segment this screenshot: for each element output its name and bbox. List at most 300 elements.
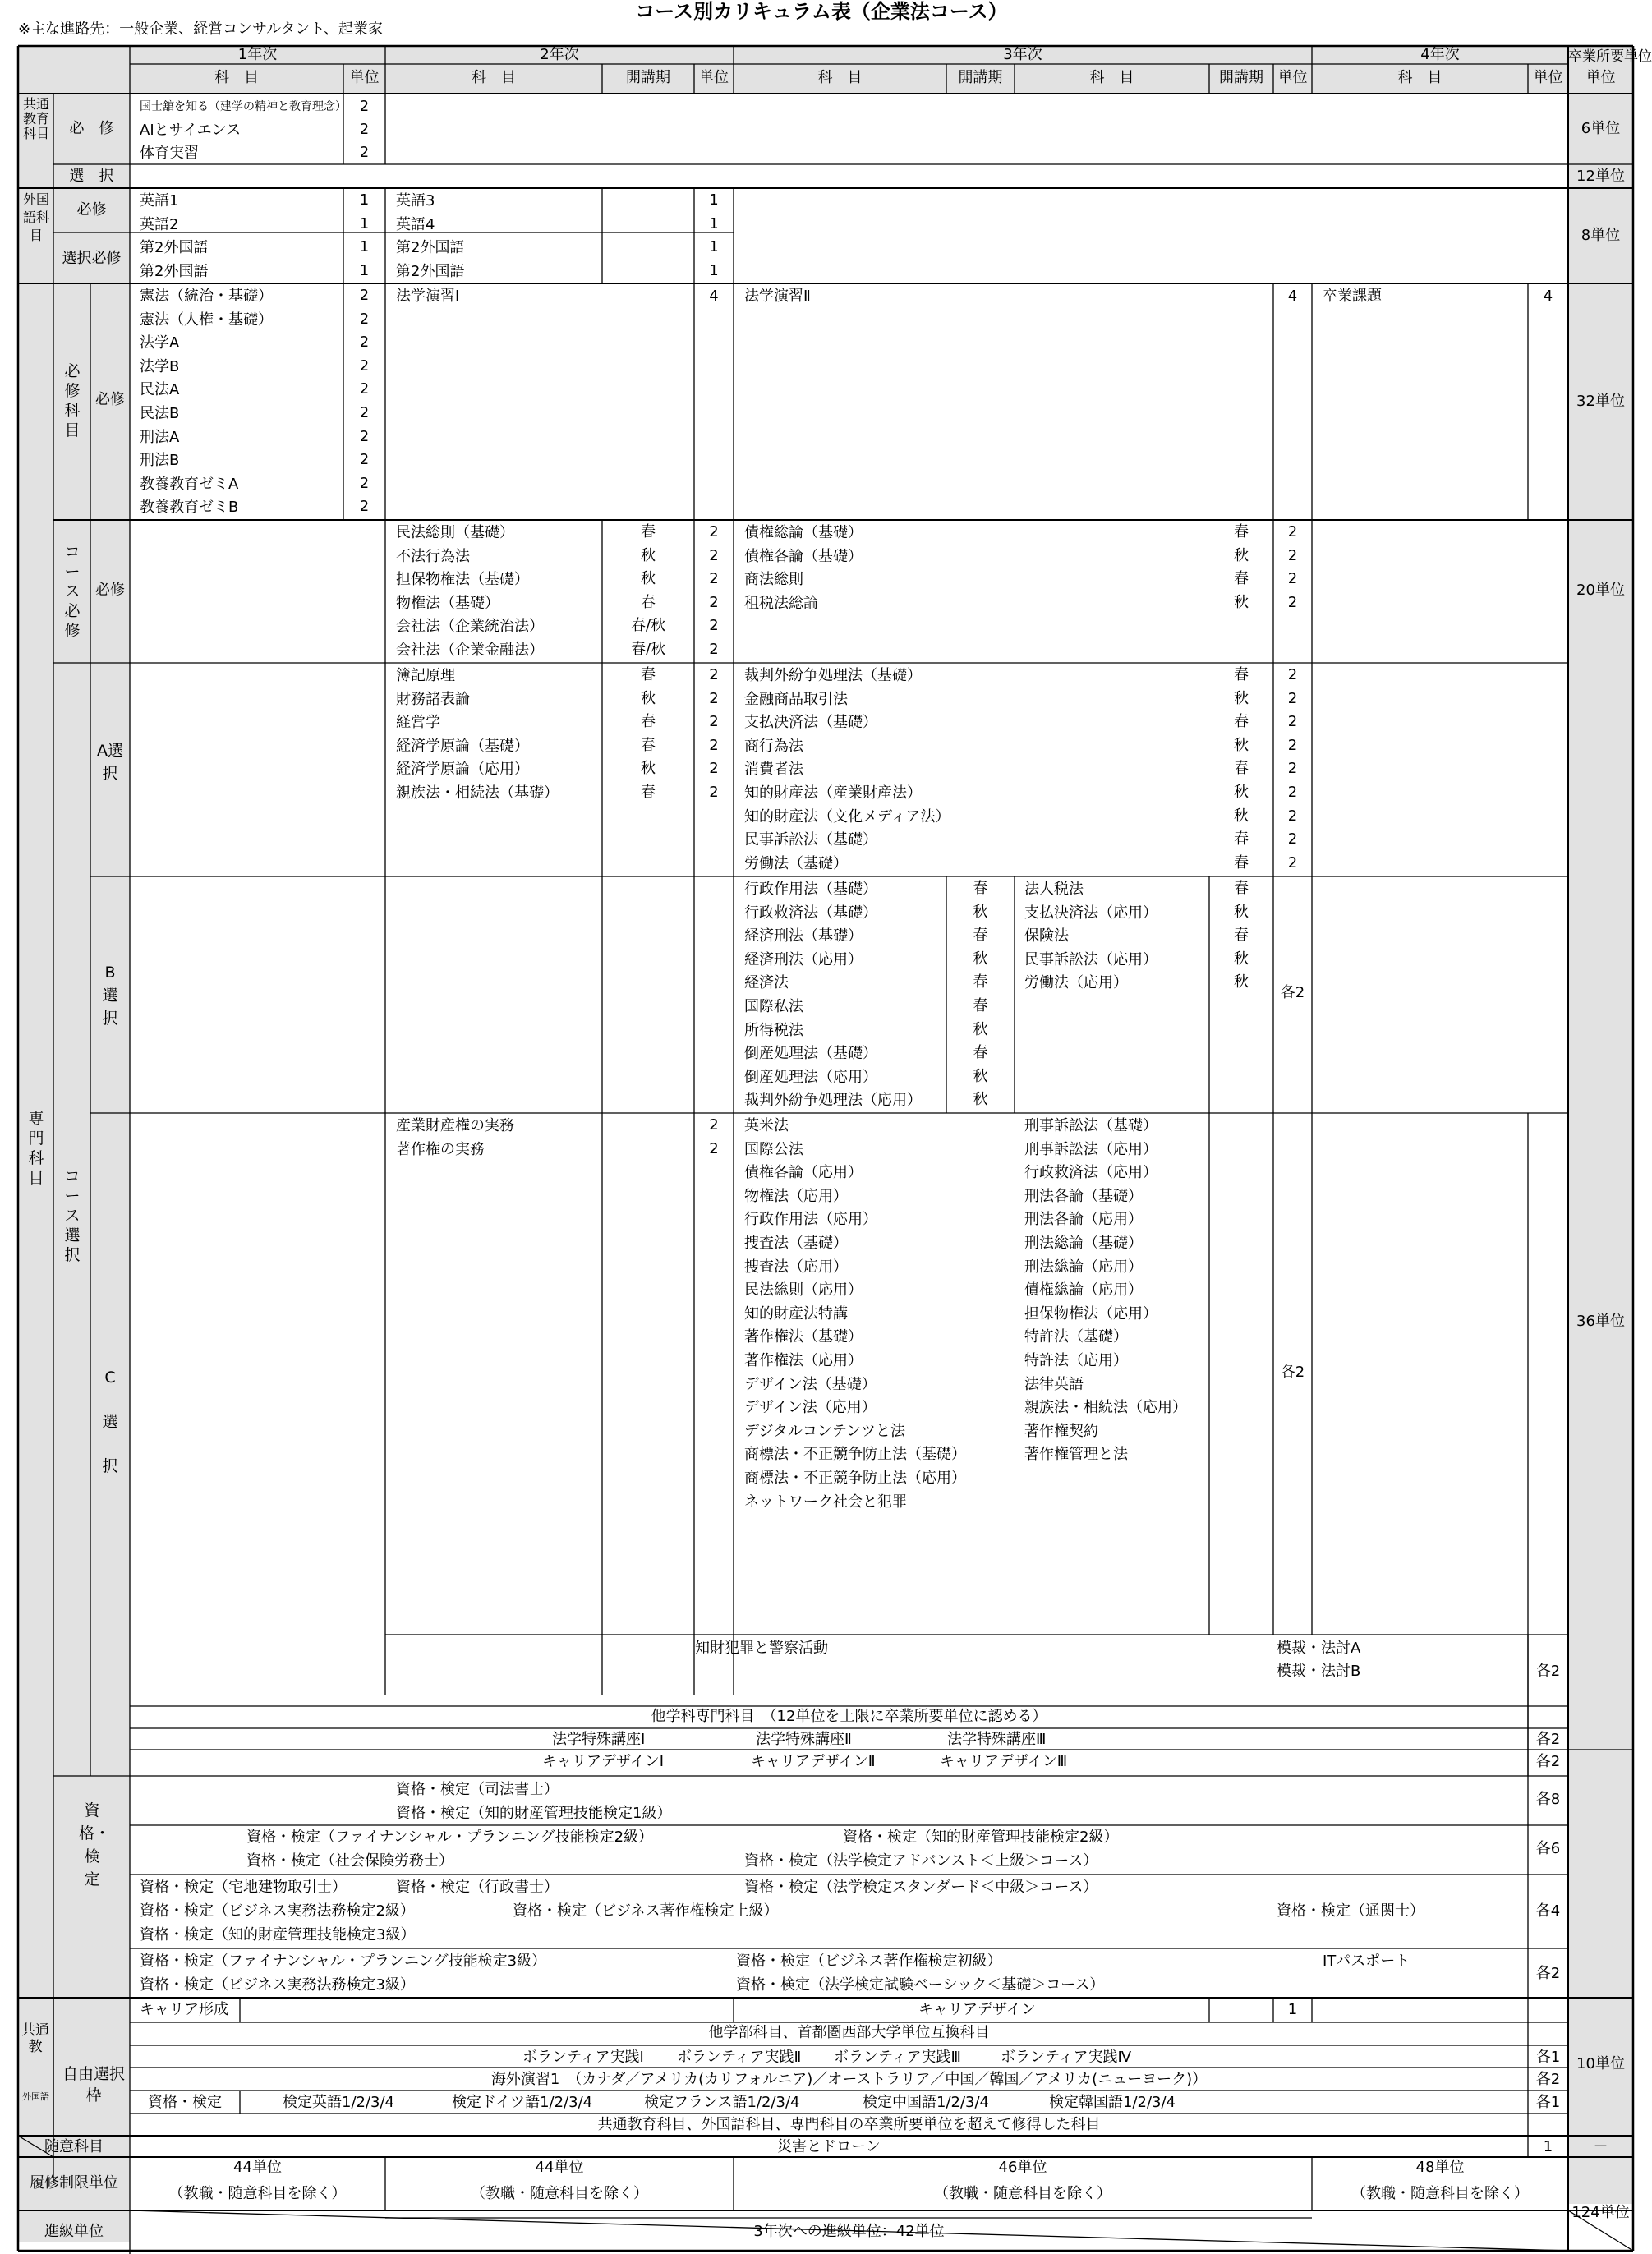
qualification-item: 資格・検定（通関士）	[1277, 1902, 1424, 1920]
unit-value: 2	[359, 498, 370, 516]
term-value: 秋	[641, 689, 656, 707]
common-required-label: 必 修	[69, 120, 114, 137]
grad-units-value: 10単位	[1576, 2055, 1625, 2072]
subject-name: 行政救済法（応用）	[1024, 1164, 1157, 1182]
excess-row: 共通教育科目、外国語科目、専門科目の卒業所要単位を超えて修得した科目	[597, 2116, 1101, 2133]
subject-name: 消費者法	[744, 761, 803, 779]
unit-value: 2	[359, 404, 370, 421]
unit-value: 1	[709, 214, 719, 232]
unit-value: 各2	[1535, 1753, 1561, 1770]
unit-value: 各2	[1535, 1965, 1561, 1982]
term-value: 春	[973, 880, 988, 897]
foreign-required-label: 必修	[76, 201, 107, 218]
subject-name: 商標法・不正競争防止法（基礎）	[744, 1446, 966, 1464]
unit-value: 2	[1287, 689, 1298, 707]
shaded-cell	[1568, 46, 1652, 2204]
subject-name: 災害とドローン	[777, 2138, 881, 2155]
subject-name: キャリアデザインⅡ	[751, 1753, 876, 1770]
overseas-row: 海外演習1 （カナダ／アメリカ(カリフォルニア)／オーストラリア／中国／韓国／アメリカ(ニューヨーク)）	[490, 2071, 1208, 2088]
term-value: 春	[973, 997, 988, 1014]
required-label: 必修	[95, 391, 125, 408]
unit-value: 2	[1287, 853, 1298, 872]
subject-name: デザイン法（基礎）	[744, 1375, 877, 1393]
subject-name: 教養教育ゼミB	[140, 499, 239, 517]
subject-name: デジタルコンテンツと法	[744, 1422, 906, 1440]
subject-name: 民法B	[140, 405, 180, 422]
unit-header: 単位	[1533, 69, 1563, 86]
subject-name: 債権各論（基礎）	[744, 547, 863, 565]
subject-name: 法学A	[140, 334, 180, 352]
subject-name: 特許法（応用）	[1024, 1352, 1128, 1369]
common-elective-label: 選 択	[69, 168, 114, 185]
subject-name: デザイン法（応用）	[744, 1399, 877, 1417]
subject-name: 著作権契約	[1024, 1422, 1098, 1440]
subject-name: 商行為法	[744, 737, 803, 755]
foreign-category-label: 外国語科目	[23, 191, 50, 243]
unit-value: 2	[709, 760, 719, 778]
other-dept-row: 他学科専門科目 （12単位を上限に卒業所要単位に認める）	[651, 1708, 1047, 1725]
qualification-label: 資格・検定	[79, 1801, 111, 1888]
course-required-label: コース必修	[64, 543, 81, 640]
term-value: 春	[1234, 570, 1249, 588]
term-value: 春	[641, 666, 656, 683]
subject-name: 国際私法	[744, 998, 803, 1015]
subject-name: 行政作用法（基礎）	[744, 881, 877, 898]
subject-name: 会社法（企業金融法）	[396, 642, 544, 659]
unit-value: 2	[709, 617, 719, 635]
unit-value: 2	[1287, 830, 1298, 849]
subject-name: 模裁・法討B	[1277, 1663, 1361, 1680]
other-faculty-row: 他学部科目、首都圏西部大学単位互換科目	[708, 2024, 990, 2041]
subject-name: 親族法・相続法（応用）	[1024, 1399, 1187, 1417]
year-3-header: 3年次	[1003, 46, 1042, 63]
subject-name: 民事訴訟法（基礎）	[744, 831, 877, 849]
qualification-item: 資格・検定（宅地建物取引士）	[140, 1879, 347, 1896]
term-value: 春/秋	[630, 641, 666, 658]
subject-name: 刑法各論（応用）	[1024, 1211, 1143, 1229]
free-foreign-label: 外国語	[22, 2091, 49, 2102]
advance-text: 3年次への進級単位：42単位	[753, 2223, 945, 2240]
limit-note: （教職・随意科目を除く）	[1351, 2185, 1529, 2202]
qualification-item: 資格・検定（知的財産管理技能検定1級）	[396, 1805, 672, 1822]
term-value: 秋	[973, 903, 988, 921]
subject-name: 物権法（基礎）	[396, 594, 499, 612]
subject-name: ボランティア実践Ⅰ	[522, 2049, 644, 2066]
subject-name: 特許法（基礎）	[1024, 1328, 1128, 1346]
subject-name: 担保物権法（基礎）	[396, 571, 529, 589]
subject-name: 国士舘を知る（建学の精神と教育理念）	[140, 100, 347, 113]
subject-name: 著作権法（基礎）	[744, 1328, 863, 1346]
subject-name: キャリアデザインⅢ	[940, 1753, 1068, 1770]
subject-name: 教養教育ゼミA	[140, 475, 239, 493]
subject-name: 債権総論（基礎）	[744, 524, 863, 541]
unit-value: 1	[359, 191, 370, 209]
subject-name: 債権各論（応用）	[744, 1164, 863, 1182]
unit-value: 1	[709, 238, 719, 255]
limit-note: （教職・随意科目を除く）	[168, 2185, 347, 2202]
unit-value: 2	[1287, 523, 1298, 540]
term-value: 春	[641, 523, 656, 540]
unit-value: 各2	[1535, 2071, 1561, 2088]
subject-name: 経済学原論（基礎）	[396, 737, 529, 755]
unit-value: 各1	[1535, 2094, 1561, 2111]
subject-name: 知的財産法（文化メディア法）	[744, 807, 950, 826]
subject-name: 第2外国語	[140, 239, 209, 256]
subject-name: 刑事訴訟法（基礎）	[1024, 1117, 1157, 1134]
unit-value: 2	[359, 287, 370, 304]
term-value: 春	[1234, 523, 1249, 540]
subject-header: 科 目	[1397, 69, 1443, 86]
subject-name: 法律英語	[1024, 1375, 1084, 1393]
free-common-label: 共通教	[21, 2022, 49, 2055]
limit-label: 履修制限単位	[30, 2174, 118, 2192]
subject-name: キャリアデザイン	[918, 2001, 1036, 2018]
unit-value: 1	[359, 238, 370, 255]
qualification-item: ITパスポート	[1323, 1953, 1410, 1970]
term-value: 春	[973, 927, 988, 945]
lang-test-item: 検定英語1/2/3/4	[283, 2094, 395, 2111]
subject-name: 民事訴訟法（応用）	[1024, 950, 1157, 968]
unit-value: 1	[359, 214, 370, 232]
grad-units-value: 20単位	[1576, 582, 1625, 599]
unit-value: 2	[709, 1139, 719, 1157]
term-value: 秋	[973, 950, 988, 968]
subject-name: 卒業課題	[1323, 288, 1382, 305]
subject-name: 法学特殊講座Ⅲ	[947, 1731, 1047, 1748]
qualification-item: 資格・検定（行政書士）	[396, 1879, 559, 1896]
grad-units-value: 32単位	[1576, 393, 1625, 410]
unit-value: 2	[359, 380, 370, 398]
year-1-header: 1年次	[237, 46, 278, 63]
subject-name: ネットワーク社会と犯罪	[744, 1493, 907, 1511]
subject-name: 刑法総論（基礎）	[1024, 1235, 1143, 1252]
term-value: 秋	[641, 546, 656, 564]
subject-name: 裁判外紛争処理法（基礎）	[744, 667, 922, 684]
subject-name: 行政救済法（基礎）	[744, 904, 877, 922]
subject-name: 英語4	[396, 215, 435, 233]
term-value: 春	[641, 593, 656, 611]
unit-value: 2	[709, 641, 719, 658]
year-2-header: 2年次	[540, 46, 579, 63]
qualification-item: 資格・検定（ビジネス実務法務検定3級）	[140, 1976, 415, 1994]
subject-name: 英語2	[140, 215, 179, 233]
subject-name: 憲法（統治・基礎）	[140, 288, 273, 305]
unit-header: 単位	[1277, 69, 1308, 86]
subject-name: 所得税法	[744, 1021, 803, 1039]
unit-value: 各2	[1535, 1731, 1561, 1748]
advance-label: 進級単位	[44, 2223, 104, 2240]
term-value: 秋	[973, 1091, 988, 1109]
career-note: ※主な進路先：一般企業、経営コンサルタント、起業家	[18, 21, 383, 38]
subject-name: ボランティア実践Ⅲ	[834, 2049, 961, 2066]
subject-name: 経済法	[744, 974, 789, 992]
unit-header: 単位	[699, 69, 729, 86]
unit-value: 2	[359, 144, 370, 161]
subject-name: 労働法（応用）	[1024, 974, 1128, 992]
unit-value: 1	[709, 261, 719, 279]
term-value: 春	[1234, 927, 1249, 945]
unit-value: 2	[709, 570, 719, 588]
subject-name: 法学B	[140, 357, 180, 375]
unit-value: 各1	[1535, 2049, 1561, 2066]
common-category-label: 共通教育科目	[23, 96, 50, 141]
grad-units-value: 36単位	[1576, 1313, 1625, 1330]
qualification-item: 資格・検定（ファイナンシャル・プランニング技能検定2級）	[246, 1828, 654, 1846]
qualification-item: 資格・検定（法学検定アドバンスト＜上級＞コース）	[744, 1852, 1098, 1870]
unit-value: 2	[1287, 760, 1298, 778]
unit-value: 2	[359, 334, 370, 352]
term-value: 秋	[1234, 903, 1249, 921]
unit-header: 単位	[349, 69, 380, 86]
term-value: 春	[641, 784, 656, 801]
subject-name: 刑法A	[140, 428, 180, 446]
lang-test-item: 検定中国語1/2/3/4	[863, 2094, 990, 2111]
unit-value: 2	[1287, 666, 1298, 683]
unit-value: 2	[359, 474, 370, 492]
lang-test-item: 検定韓国語1/2/3/4	[1049, 2094, 1176, 2111]
year-4-header: 4年次	[1420, 46, 1460, 63]
unit-value: 1	[1287, 2001, 1298, 2018]
unit-header: 単位	[1585, 69, 1616, 86]
subject-name: 経営学	[396, 714, 440, 732]
unit-value: 2	[359, 427, 370, 445]
term-header: 開講期	[1219, 69, 1263, 86]
unit-value: 各2	[1535, 1663, 1561, 1680]
subject-name: 産業財産権の実務	[396, 1117, 514, 1134]
subject-name: 支払決済法（基礎）	[744, 714, 877, 732]
b-elective-label: B選択	[102, 964, 118, 1028]
subject-name: 会社法（企業統治法）	[396, 618, 544, 636]
subject-name: ボランティア実践Ⅱ	[677, 2049, 802, 2066]
unit-value: 2	[709, 689, 719, 707]
unit-value: 2	[1287, 807, 1298, 825]
unit-value: 4	[1287, 288, 1298, 305]
unit-value: 4	[1543, 288, 1553, 305]
qualification-item: 資格・検定（ビジネス著作権検定上級）	[513, 1902, 779, 1920]
subject-name: 知的財産法特講	[744, 1304, 848, 1322]
limit-value: 46単位	[998, 2159, 1047, 2176]
qualification-item: 資格・検定（ビジネス実務法務検定2級）	[140, 1902, 415, 1920]
subject-name: 債権総論（応用）	[1024, 1281, 1143, 1300]
unit-value: 2	[359, 310, 370, 328]
term-value: 春	[641, 736, 656, 754]
subject-name: 捜査法（基礎）	[744, 1235, 848, 1252]
required-group-label: 必修科目	[64, 362, 81, 439]
subject-name: 保険法	[1024, 927, 1069, 945]
subject-name: 倒産処理法（応用）	[744, 1068, 877, 1086]
subject-name: 経済刑法（基礎）	[744, 927, 863, 945]
unit-value: 2	[359, 98, 370, 115]
subject-name: 英語1	[140, 192, 179, 209]
unit-value: 2	[359, 121, 370, 138]
subject-name: キャリアデザインⅠ	[542, 1753, 665, 1770]
limit-value: 48単位	[1415, 2159, 1465, 2176]
term-value: 春	[973, 973, 988, 991]
page-title: コース別カリキュラム表（企業法コース）	[635, 0, 1008, 23]
subject-name: 裁判外紛争処理法（応用）	[744, 1092, 922, 1110]
unit-value: 1	[709, 191, 719, 209]
unit-value: 各4	[1535, 1902, 1561, 1920]
unit-value: 2	[1287, 593, 1298, 611]
subject-name: 第2外国語	[396, 239, 465, 256]
unit-value: 2	[359, 356, 370, 375]
unit-value: 2	[1287, 784, 1298, 801]
subject-name: 物権法（応用）	[744, 1187, 848, 1205]
term-value: 春	[1234, 853, 1249, 872]
unit-value: 2	[709, 523, 719, 540]
unit-value: 各6	[1535, 1840, 1561, 1857]
subject-name: 第2外国語	[140, 262, 209, 280]
grad-units-header: 卒業所要単位	[1568, 48, 1652, 65]
grad-units-value: 124単位	[1571, 2204, 1630, 2221]
subject-name: 知財犯罪と警察活動	[695, 1640, 828, 1657]
subject-header: 科 目	[1089, 69, 1134, 86]
subject-name: ボランティア実践Ⅳ	[1001, 2049, 1132, 2066]
subject-name: 英語3	[396, 192, 435, 209]
unit-value: 2	[709, 713, 719, 731]
term-value: 秋	[1234, 736, 1249, 754]
unit-value: 2	[709, 546, 719, 564]
qualification-label: 資格・検定	[148, 2094, 222, 2111]
unit-value: 各2	[1280, 1364, 1305, 1381]
a-elective-label: A選択	[97, 742, 123, 783]
subject-name: 法学特殊講座Ⅰ	[552, 1731, 646, 1748]
qualification-item: 資格・検定（法学検定試験ベーシック＜基礎＞コース）	[736, 1976, 1105, 1994]
subject-name: 民法総則（基礎）	[396, 524, 514, 541]
term-value: 秋	[1234, 546, 1249, 564]
subject-name: 簿記原理	[396, 667, 455, 684]
term-value: 秋	[1234, 689, 1249, 707]
subject-name: 支払決済法（応用）	[1024, 904, 1157, 922]
term-value: 秋	[1234, 593, 1249, 611]
optional-label: 随意科目	[44, 2138, 104, 2155]
subject-name: 著作権の実務	[396, 1140, 485, 1158]
term-value: 秋	[973, 1067, 988, 1085]
subject-name: 国際公法	[744, 1140, 803, 1158]
subject-name: 商標法・不正競争防止法（応用）	[744, 1470, 966, 1487]
qualification-item: 資格・検定（知的財産管理技能検定2級）	[843, 1828, 1119, 1846]
subject-name: 刑法B	[140, 452, 180, 470]
unit-value: 2	[709, 736, 719, 754]
unit-value: 4	[709, 288, 719, 305]
grad-units-value: 6単位	[1581, 120, 1621, 137]
term-value: 秋	[973, 1020, 988, 1038]
term-value: 春	[973, 1044, 988, 1062]
subject-name: 倒産処理法（基礎）	[744, 1045, 877, 1063]
subject-name: 労働法（基礎）	[744, 854, 848, 872]
subject-name: 法学演習Ⅱ	[744, 288, 811, 305]
unit-value: 2	[1287, 736, 1298, 754]
free-elective-label: 自由選択枠	[62, 2065, 126, 2104]
required-label: 必修	[95, 582, 125, 599]
subject-name: 憲法（人権・基礎）	[140, 310, 273, 329]
subject-name: 第2外国語	[396, 262, 465, 280]
term-value: 秋	[1234, 807, 1249, 825]
unit-value: 1	[1543, 2138, 1553, 2155]
unit-value: 2	[709, 593, 719, 611]
term-header: 開講期	[626, 69, 670, 86]
limit-value: 44単位	[535, 2159, 584, 2176]
qualification-item: 資格・検定（知的財産管理技能検定3級）	[140, 1926, 416, 1944]
subject-name: 著作権法（応用）	[744, 1352, 863, 1369]
subject-name: 租税法総論	[744, 594, 818, 612]
term-value: 秋	[641, 760, 656, 778]
subject-name: 捜査法（応用）	[744, 1258, 848, 1276]
term-value: 春	[1234, 880, 1249, 897]
subject-name: 行政作用法（応用）	[744, 1211, 877, 1229]
subject-name: 民法A	[140, 381, 180, 399]
subject-name: 英米法	[744, 1117, 789, 1134]
term-value: 秋	[1234, 973, 1249, 991]
limit-note: （教職・随意科目を除く）	[471, 2185, 648, 2202]
subject-name: 体育実習	[140, 145, 199, 162]
limit-value: 44単位	[233, 2159, 282, 2176]
lang-test-item: 検定ドイツ語1/2/3/4	[452, 2094, 593, 2111]
subject-name: 商法総則	[744, 571, 803, 589]
subject-name: 金融商品取引法	[744, 690, 848, 708]
subject-name: 模裁・法討A	[1277, 1640, 1361, 1657]
subject-name: 刑法総論（応用）	[1024, 1258, 1143, 1276]
unit-value: 2	[709, 666, 719, 683]
subject-header: 科 目	[472, 69, 516, 86]
course-elective-label: コース選択	[64, 1167, 81, 1264]
subject-name: 財務諸表論	[396, 690, 470, 708]
unit-value: 各2	[1280, 984, 1305, 1001]
unit-value: 1	[359, 261, 370, 279]
unit-value: 2	[709, 784, 719, 801]
term-header: 開講期	[958, 69, 1003, 86]
subject-name: 経済刑法（応用）	[744, 950, 863, 968]
subject-name: キャリア形成	[140, 2001, 228, 2018]
term-value: 秋	[1234, 950, 1249, 968]
unit-value: 2	[1287, 546, 1298, 564]
grad-units-value: －	[1593, 2138, 1608, 2155]
subject-name: 法学演習Ⅰ	[396, 288, 460, 305]
unit-value: 2	[709, 1116, 719, 1134]
c-elective-label: C選択	[102, 1368, 118, 1475]
term-value: 秋	[1234, 784, 1249, 801]
qualification-item: 資格・検定（司法書士）	[396, 1781, 559, 1798]
term-value: 秋	[641, 570, 656, 588]
subject-name: 不法行為法	[396, 547, 470, 565]
qualification-item: 資格・検定（ビジネス著作権検定初級）	[736, 1953, 1002, 1970]
qualification-item: 資格・検定（ファイナンシャル・プランニング技能検定3級）	[140, 1953, 547, 1970]
lang-test-item: 検定フランス語1/2/3/4	[644, 2094, 800, 2111]
subject-name: 著作権管理と法	[1024, 1446, 1128, 1464]
term-value: 春	[1234, 713, 1249, 731]
grad-units-value: 8単位	[1581, 227, 1621, 244]
subject-header: 科 目	[214, 69, 259, 86]
term-value: 春	[1234, 830, 1249, 849]
subject-header: 科 目	[817, 69, 863, 86]
subject-name: 刑事訴訟法（応用）	[1024, 1140, 1157, 1158]
subject-name: 民法総則（応用）	[744, 1281, 863, 1300]
subject-name: 法学特殊講座Ⅱ	[756, 1731, 852, 1748]
subject-name: AIとサイエンス	[140, 122, 242, 139]
major-category-label: 専門科目	[28, 1110, 44, 1187]
grad-units-value: 12単位	[1576, 168, 1625, 185]
unit-value: 2	[359, 451, 370, 469]
subject-name: 親族法・相続法（基礎）	[396, 784, 559, 802]
subject-name: 担保物権法（応用）	[1024, 1304, 1157, 1322]
unit-value: 2	[1287, 713, 1298, 731]
qualification-item: 資格・検定（法学検定スタンダード＜中級＞コース）	[744, 1879, 1098, 1896]
unit-value: 2	[1287, 570, 1298, 588]
subject-name: 経済学原論（応用）	[396, 761, 529, 779]
foreign-elective-label: 選択必修	[62, 250, 122, 267]
term-value: 春	[641, 713, 656, 731]
qualification-item: 資格・検定（社会保険労務士）	[246, 1852, 453, 1870]
